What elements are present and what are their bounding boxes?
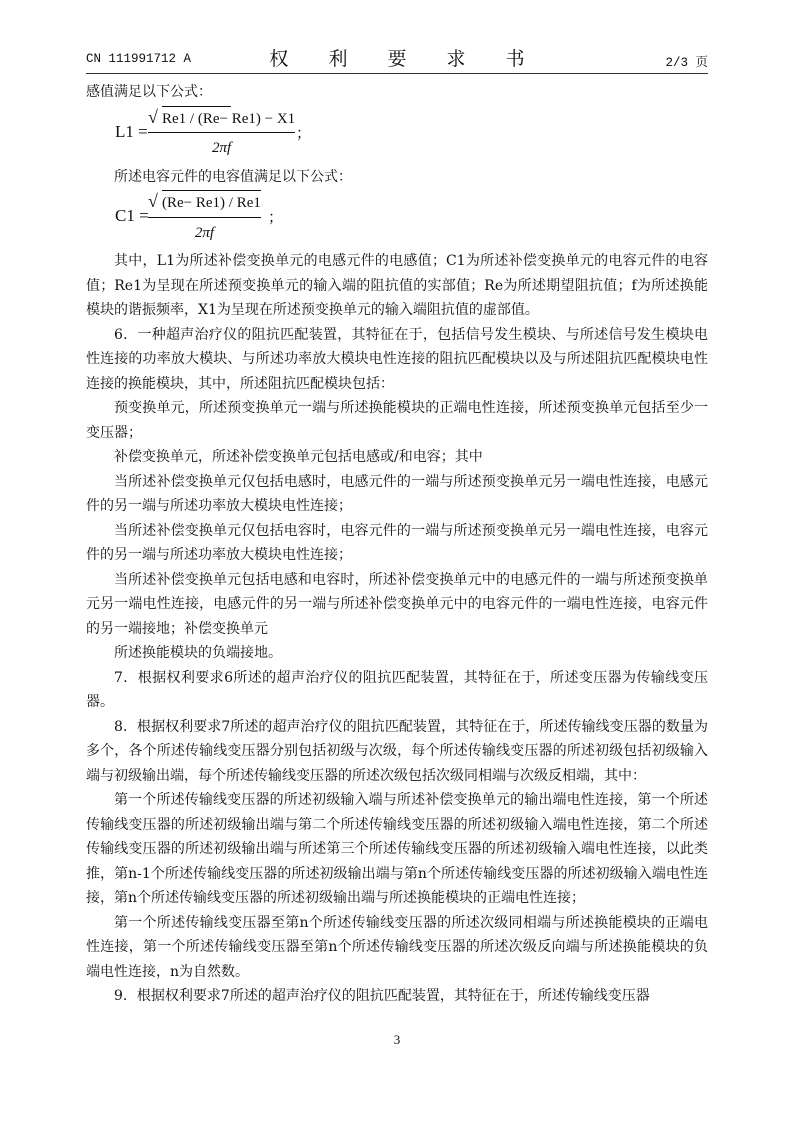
page-header — [86, 42, 708, 72]
header-rule — [86, 73, 708, 74]
claim-6-capacitor-case: 当所述补偿变换单元仅包括电容时，电容元件的一端与所述预变换单元另一端电性连接，电容元件的另一端与所述功率放大模块电性连接； — [86, 522, 708, 563]
formula-l1-numerator: √ Re1 / (Re− Re1) − X1 — [148, 107, 295, 132]
claim-7: 7．根据权利要求6所述的超声治疗仪的阻抗匹配装置，其特征在于，所述变压器为传输线变压器。 — [86, 669, 708, 710]
capacitor-formula-intro: 所述电容元件的电容值满足以下公式： — [114, 168, 352, 185]
fraction-bar — [148, 132, 295, 133]
formula-c1-lhs: C1 = — [115, 206, 149, 225]
sqrt-icon: √ — [148, 106, 158, 127]
claim-8-primary-chain: 第一个所述传输线变压器的所述初级输入端与所述补偿变换单元的输出端电性连接，第一个所述传输线变压器的所述初级输出端与第二个所述传输线变压器的所述初级输入端电性连接，第二个所述传输线变压器的所述初级输出端与所述第三个所述传输线变压器的所述初级输入端电性连接，以此类推，第n-1个所述传输线变压器的所述初级输出端与第n个所述传输线变压器的所述初级输入端电性连接，第n个所述传输线变压器的所述初级输出端与所述换能模块的正端电性连接； — [86, 792, 708, 906]
formula-l1-fraction — [148, 107, 295, 161]
formula-c1-fraction — [148, 191, 261, 245]
claim-6-inductor-case: 当所述补偿变换单元仅包括电感时，电感元件的一端与所述预变换单元另一端电性连接，电感元件的另一端与所述功率放大模块电性连接； — [86, 473, 708, 514]
claims-body — [86, 80, 708, 1009]
formula-c1-numerator: √ (Re− Re1) / Re1 — [148, 191, 261, 216]
radical-bar — [162, 190, 261, 191]
formula-l1-lhs: L1 = — [115, 121, 148, 141]
formula-c1-denominator: 2πf — [194, 224, 215, 241]
formula-c1 — [86, 189, 708, 249]
page-number: 3 — [393, 1032, 401, 1047]
publication-number: CN 111991712 A — [86, 52, 192, 66]
formula-c1-terminator: ； — [268, 210, 284, 226]
claim-6-pre-transform-unit: 预变换单元，所述预变换单元一端与所述换能模块的正端电性连接，所述预变换单元包括至少一变压器； — [86, 400, 708, 441]
document-title: 权 利 要 求 书 — [269, 48, 542, 70]
claim-8-secondary: 第一个所述传输线变压器至第n个所述传输线变压器的所述次级同相端与所述换能模块的正端电性连接，第一个所述传输线变压器至第n个所述传输线变压器的所述次级反向端与所述换能模块的负端电性连接，n为自然数。 — [86, 914, 708, 980]
claim-6: 6．一种超声治疗仪的阻抗匹配装置，其特征在于，包括信号发生模块、与所述信号发生模块电性连接的功率放大模块、与所述功率放大模块电性连接的阻抗匹配模块以及与所述阻抗匹配模块电性连接的换能模块，其中，所述阻抗匹配模块包括： — [86, 326, 708, 392]
radical-bar — [162, 106, 231, 107]
claim-6-compensation-unit: 补偿变换单元，所述补偿变换单元包括电感或/和电容；其中 — [114, 449, 483, 465]
fraction-bar — [148, 217, 261, 218]
definitions-paragraph: 其中，L1为所述补偿变换单元的电感元件的电感值；C1为所述补偿变换单元的电容元件的电容值；Re1为呈现在所述预变换单元的输入端的阻抗值的实部值；Re为所述期望阻抗值；f为所述换能模块的谐振频率，X1为呈现在所述预变换单元的输入端阻抗值的虚部值。 — [86, 253, 708, 318]
formula-l1-denominator: 2πf — [211, 140, 232, 156]
continuation-line: 感值满足以下公式： — [86, 84, 212, 100]
claim-9: 9．根据权利要求7所述的超声治疗仪的阻抗匹配装置，其特征在于，所述传输线变压器 — [114, 988, 650, 1004]
page-indicator: 2/3 页 — [665, 56, 708, 70]
sqrt-icon: √ — [148, 191, 158, 211]
formula-l1 — [86, 105, 708, 165]
claim-6-lc-case: 当所述补偿变换单元包括电感和电容时，所述补偿变换单元中的电感元件的一端与所述预变换单元另一端电性连接，电感元件的另一端与所述补偿变换单元中的电容元件的一端电性连接，电容元件的另一端接地；补偿变换单元 — [86, 571, 708, 637]
claim-6-ground: 所述换能模块的负端接地。 — [114, 645, 282, 661]
claim-8: 8．根据权利要求7所述的超声治疗仪的阻抗匹配装置，其特征在于，所述传输线变压器的数量为多个，各个所述传输线变压器分别包括初级与次级，每个所述传输线变压器的所述初级包括初级输入端与初级输出端，每个所述传输线变压器的所述次级包括次级同相端与次级反相端，其中： — [86, 718, 708, 784]
formula-l1-terminator: ； — [296, 125, 312, 142]
